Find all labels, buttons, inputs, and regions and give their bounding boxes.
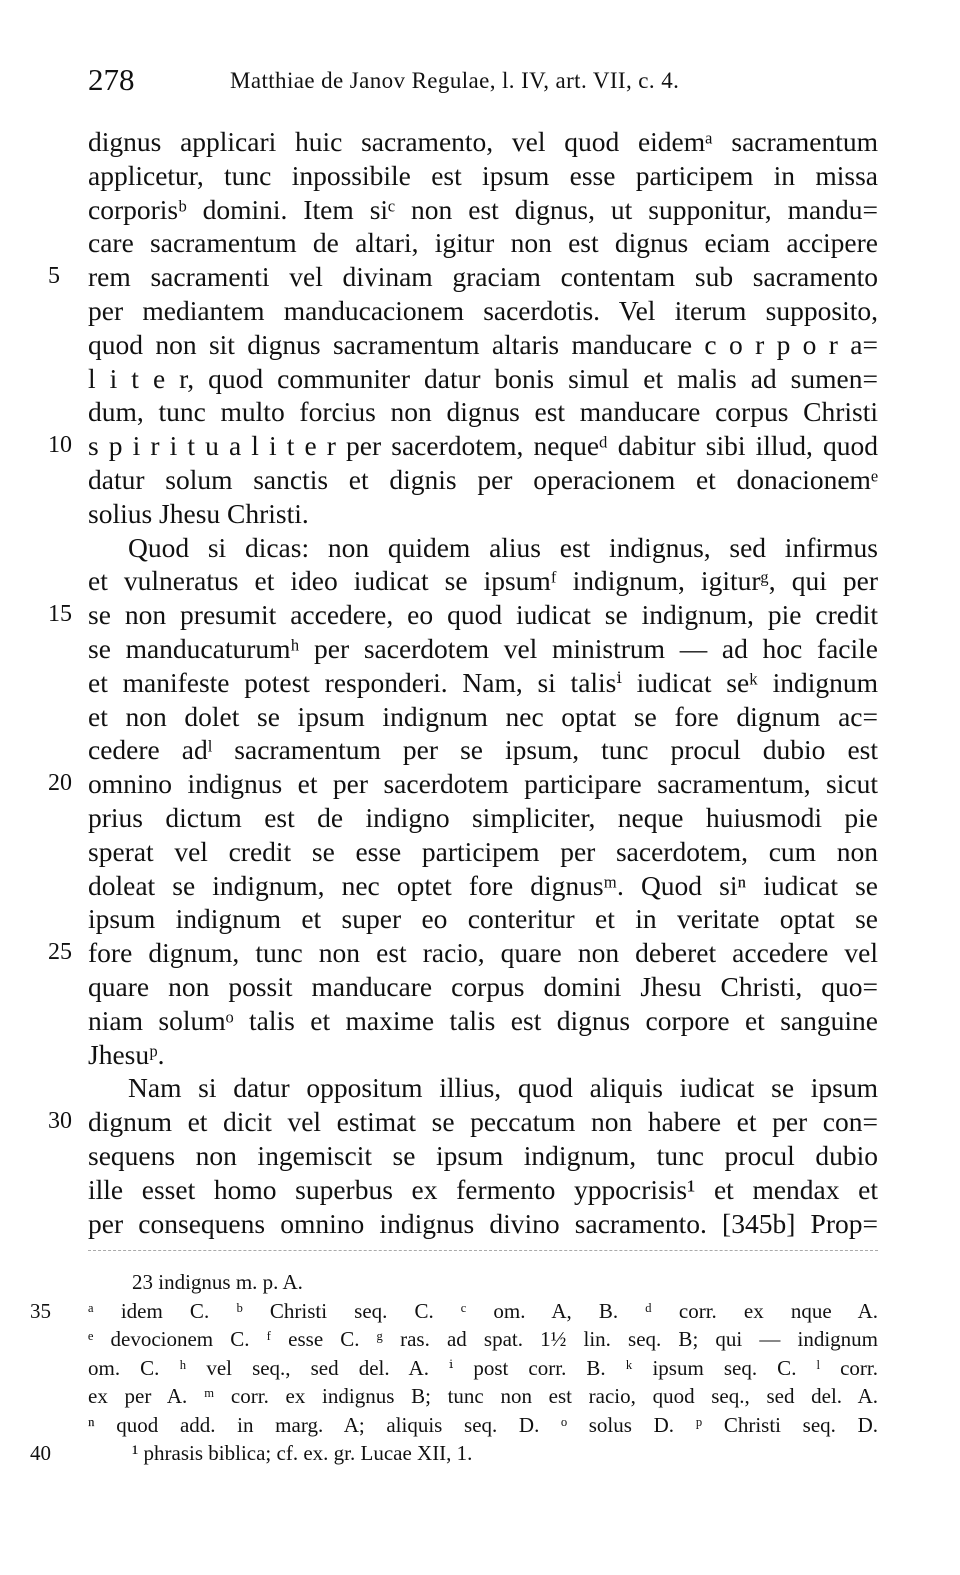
text-line-text: rem sacramenti vel divinam graciam contentam sub sacramento <box>88 261 878 293</box>
text-line <box>88 902 878 936</box>
text-line-text: et non dolet se ipsum indignum nec optat se fore dignum ac= <box>88 700 878 732</box>
text-line <box>88 497 878 531</box>
text-line-text: niam solumᵒ talis et maxime talis est dignus corpore et sanguine <box>88 1004 878 1036</box>
text-line-text: applicetur, tunc inpossibile est ipsum esse participem in missa <box>88 159 878 191</box>
text-line-text: et manifeste potest responderi. Nam, si talisⁱ iudicat seᵏ indignum <box>88 666 878 698</box>
text-line <box>88 733 878 767</box>
text-line <box>48 936 878 970</box>
text-line-text: prius dictum est de indigno simpliciter, neque huiusmodi pie <box>88 801 878 833</box>
footnote-line-text: ᵃ idem C. ᵇ Christi seq. C. ᶜ om. A, B. ᵈ corr. ex nque A. <box>88 1298 878 1323</box>
text-line <box>88 970 878 1004</box>
text-line-text: Nam si datur oppositum illius, quod aliquis iudicat se ipsum <box>128 1072 878 1104</box>
footnote-line-text: ᵉ devocionem C. ᶠ esse C. ᵍ ras. ad spat. 1½ lin. seq. B; qui — indignum <box>88 1327 878 1351</box>
text-line <box>88 395 878 429</box>
line-number: 20 <box>48 770 72 797</box>
line-number: 30 <box>48 1108 72 1135</box>
text-line-text: ipsum indignum et super eo conteritur et in veritate optat se <box>88 903 878 935</box>
line-number: 35 <box>30 1298 51 1323</box>
text-line-text: se manducaturumʰ per sacerdotem vel ministrum — ad hoc facile <box>88 632 878 664</box>
text-line <box>88 463 878 497</box>
text-line-text: et vulneratus et ideo iudicat se ipsumᶠ indignum, igiturᵍ, qui per <box>88 565 878 597</box>
running-head: Matthiae de Janov Regulae, l. IV, art. VII, c. 4. <box>230 68 680 93</box>
text-line <box>48 1105 878 1139</box>
text-line-text: fore dignum, tunc non est racio, quare non deberet accedere vel <box>88 937 878 969</box>
text-line-text: corporisᵇ domini. Item siᶜ non est dignus, ut supponitur, mandu= <box>88 193 878 225</box>
footnote-line <box>88 1268 878 1297</box>
line-number: 25 <box>48 939 72 966</box>
text-line <box>88 1038 878 1072</box>
text-line-text: datur solum sanctis et dignis per operacionem et donacionemᵉ <box>88 463 878 495</box>
text-line <box>88 801 878 835</box>
footnote-line-text: 23 indignus m. p. A. <box>132 1270 303 1294</box>
text-line-text: omnino indignus et per sacerdotem participare sacramentum, sicut <box>88 768 878 800</box>
line-number: 10 <box>48 432 72 459</box>
footnote-line-text: ex per A. ᵐ corr. ex indignus B; tunc non est racio, quod seq., sed del. A. <box>88 1384 878 1408</box>
text-line <box>88 564 878 598</box>
page-header <box>88 62 888 98</box>
page-number: 278 <box>88 62 135 97</box>
text-line <box>88 531 878 565</box>
text-line <box>48 767 878 801</box>
text-line-text: solius Jhesu Christi. <box>88 497 309 529</box>
text-line-text: cedere adˡ sacramentum per se ipsum, tunc procul dubio est <box>88 734 878 766</box>
text-line <box>88 1207 878 1241</box>
text-line <box>88 226 878 260</box>
text-line <box>88 1004 878 1038</box>
text-line-text: dignum et dicit vel estimat se peccatum non habere et per con= <box>88 1106 878 1138</box>
text-line <box>88 1173 878 1207</box>
footnote-line <box>30 1439 878 1468</box>
footnote-line <box>88 1354 878 1383</box>
text-line-text: l i t e r, quod communiter datur bonis simul et malis ad sumen= <box>88 362 878 394</box>
text-line <box>48 429 878 463</box>
line-number: 15 <box>48 601 72 628</box>
text-line <box>88 700 878 734</box>
text-line-text: Quod si dicas: non quidem alius est indignus, sed infirmus <box>128 531 878 563</box>
text-line-text: se non presumit accedere, eo quod iudicat se indignum, pie credit <box>88 599 878 631</box>
text-line <box>88 835 878 869</box>
text-line <box>88 1139 878 1173</box>
footnote-line <box>30 1297 878 1326</box>
footnote-line <box>88 1382 878 1411</box>
text-line-text: per mediantem manducacionem sacerdotis. Vel iterum supposito, <box>88 294 878 326</box>
footnotes <box>30 1268 878 1468</box>
text-line <box>88 666 878 700</box>
text-line <box>88 362 878 396</box>
text-line <box>88 328 878 362</box>
text-line <box>88 294 878 328</box>
line-number: 40 <box>30 1441 51 1465</box>
text-line-text: quod non sit dignus sacramentum altaris manducare c o r p o r a= <box>88 328 878 360</box>
footnote-line-text: om. C. ʰ vel seq., sed del. A. ⁱ post corr. B. ᵏ ipsum seq. C. ˡ corr. <box>88 1355 878 1380</box>
footnote-line-text: ⁿ quod add. in marg. A; aliquis seq. D. ᵒ solus D. ᵖ Christi seq. D. <box>88 1412 878 1437</box>
text-line <box>88 125 878 159</box>
text-line-text: dignus applicari huic sacramento, vel quod eidemᵃ sacramentum <box>88 126 878 157</box>
text-line-text: sequens non ingemiscit se ipsum indignum, tunc procul dubio <box>88 1139 878 1171</box>
text-line-text: care sacramentum de altari, igitur non est dignus eciam accipere <box>88 227 878 259</box>
footnote-divider <box>88 1250 878 1251</box>
text-line-text: quare non possit manducare corpus domini Jhesu Christi, quo= <box>88 970 878 1002</box>
text-line <box>48 598 878 632</box>
text-line <box>88 869 878 903</box>
text-line <box>48 260 878 294</box>
main-text <box>48 125 878 1240</box>
text-line-text: doleat se indignum, nec optet fore dignusᵐ. Quod siⁿ iudicat se <box>88 869 878 901</box>
text-line <box>88 159 878 193</box>
text-line-text: s p i r i t u a l i t e r per sacerdotem, nequeᵈ dabitur sibi illud, quod <box>88 430 878 462</box>
text-line-text: ille esset homo superbus ex fermento yppocrisis¹ et mendax et <box>88 1173 878 1205</box>
text-line-text: dum, tunc multo forcius non dignus est manducare corpus Christi <box>88 396 878 428</box>
text-line-text: sperat vel credit se esse participem per sacerdotem, cum non <box>88 835 878 867</box>
text-line <box>88 632 878 666</box>
text-line <box>88 1071 878 1105</box>
footnote-line-text: ¹ phrasis biblica; cf. ex. gr. Lucae XII, 1. <box>132 1441 473 1465</box>
footnote-line <box>88 1325 878 1354</box>
text-line <box>88 193 878 227</box>
text-line-text: per consequens omnino indignus divino sacramento. [345b] Prop= <box>88 1207 878 1239</box>
footnote-line <box>88 1411 878 1440</box>
text-line-text: Jhesuᵖ. <box>88 1038 165 1070</box>
line-number: 5 <box>48 263 60 290</box>
